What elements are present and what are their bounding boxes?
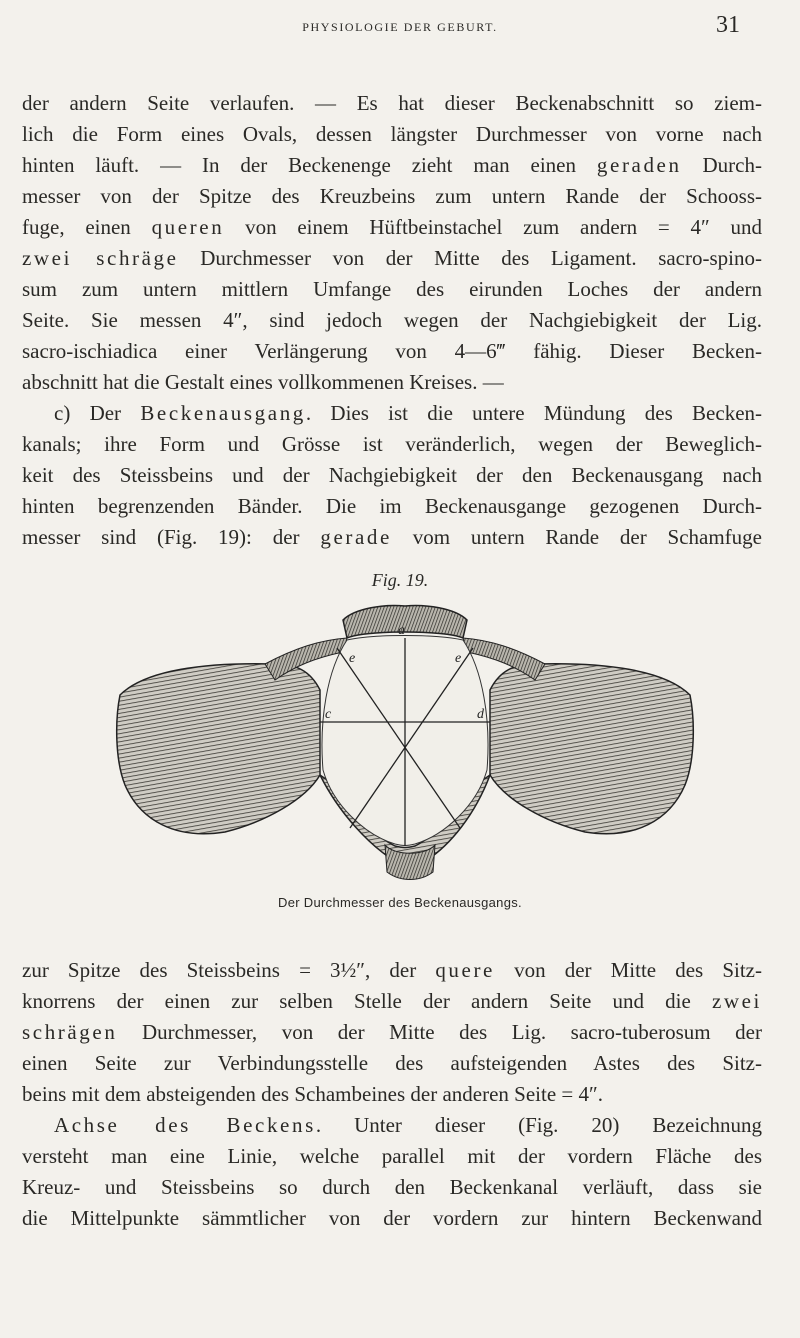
text-line: Kreuz- und Steissbeins so durch den Beckenkanal verläuft, dass sie [22, 1175, 762, 1199]
letter-d: d [477, 707, 484, 722]
letter-e-right: e [455, 651, 462, 666]
text-line: lich die Form eines Ovals, dessen längster Durchmesser von vorne nach [22, 122, 762, 146]
running-head [0, 12, 800, 52]
paragraph-bottom [22, 955, 762, 1234]
text-line: keit des Steissbeins und der Nachgiebigkeit der den Beckenausgang nach [22, 463, 762, 487]
text-line: beins mit dem absteigenden des Schambeines der anderen Seite = 4″. [22, 1082, 604, 1106]
section-term: Achse des Beckens [54, 1113, 316, 1137]
text-line: die Mittelpunkte sämmtlicher von der vordern zur hintern Beckenwand [22, 1206, 762, 1230]
right-ischium [490, 664, 693, 834]
text-line: knorrens der einen zur selben Stelle der andern Seite und die zwei [22, 989, 762, 1013]
text-line: Achse des Beckens. Unter dieser (Fig. 20) Bezeichnung [54, 1113, 762, 1137]
text-line: einen Seite zur Verbindungsstelle des aufsteigenden Astes des Sitz- [22, 1051, 762, 1075]
figure-caption: Fig. 19. [371, 570, 429, 590]
emphasized-term: schrägen [22, 1020, 118, 1044]
pelvis-outlet-illustration [115, 600, 695, 885]
text-line: abschnitt hat die Gestalt eines vollkommenen Kreises. — [22, 370, 504, 394]
text-line: zwei schräge Durchmesser von der Mitte des Ligament. sacro-spino- [22, 246, 762, 270]
text-line: zur Spitze des Steissbeins = 3½″, der quere von der Mitte des Sitz- [22, 958, 762, 982]
letter-e-left: e [349, 651, 356, 666]
letter-a: a [398, 623, 405, 638]
left-ischium [117, 664, 320, 834]
emphasized-term: queren [151, 215, 225, 239]
paragraph-c [22, 398, 762, 553]
text-line: sum zum untern mittlern Umfange des eirunden Loches der andern [22, 277, 762, 301]
emphasized-term: Beckenausgang [140, 401, 306, 425]
text-line: versteht man eine Linie, welche parallel mit der vordern Fläche des [22, 1144, 762, 1168]
text-line: sacro-ischiadica einer Verlängerung von 4—6‴ fähig. Dieser Becken- [22, 339, 762, 363]
emphasized-term: gerade [320, 525, 392, 549]
running-title: PHYSIOLOGIE DER GEBURT. [302, 20, 498, 34]
emphasized-term: zwei [711, 989, 762, 1013]
sacrum [343, 606, 467, 638]
text-line: Seite. Sie messen 4″, sind jedoch wegen der Nachgiebigkeit der Lig. [22, 308, 762, 332]
emphasized-term: geraden [596, 153, 682, 177]
figure-legend: Der Durchmesser des Beckenausgangs. [278, 895, 522, 910]
text-line: hinten begrenzenden Bänder. Die im Beckenausgange gezogenen Durch- [22, 494, 762, 518]
text-line: messer sind (Fig. 19): der gerade vom untern Rande der Schamfuge [22, 525, 762, 549]
page-number: 31 [716, 12, 740, 38]
letter-c: c [325, 707, 332, 722]
text-line: fuge, einen queren von einem Hüftbeinstachel zum andern = 4″ und [22, 215, 762, 239]
text-line: hinten läuft. — In der Beckenenge zieht man einen geraden Durch- [22, 153, 762, 177]
paragraph-top [22, 88, 762, 398]
emphasized-term: zwei schräge [22, 246, 179, 270]
text-line: kanals; ihre Form und Grösse ist veränderlich, wegen der Beweglich- [22, 432, 762, 456]
text-line: messer von der Spitze des Kreuzbeins zum untern Rande der Schooss- [22, 184, 762, 208]
text-line: der andern Seite verlaufen. — Es hat dieser Beckenabschnitt so ziem- [22, 91, 762, 115]
emphasized-term: quere [435, 958, 495, 982]
text-line: c) Der Beckenausgang. Dies ist die untere Mündung des Becken- [54, 401, 762, 425]
text-line: schrägen Durchmesser, von der Mitte des Lig. sacro-tuberosum der [22, 1020, 762, 1044]
pelvis-outlet-svg [115, 600, 695, 885]
